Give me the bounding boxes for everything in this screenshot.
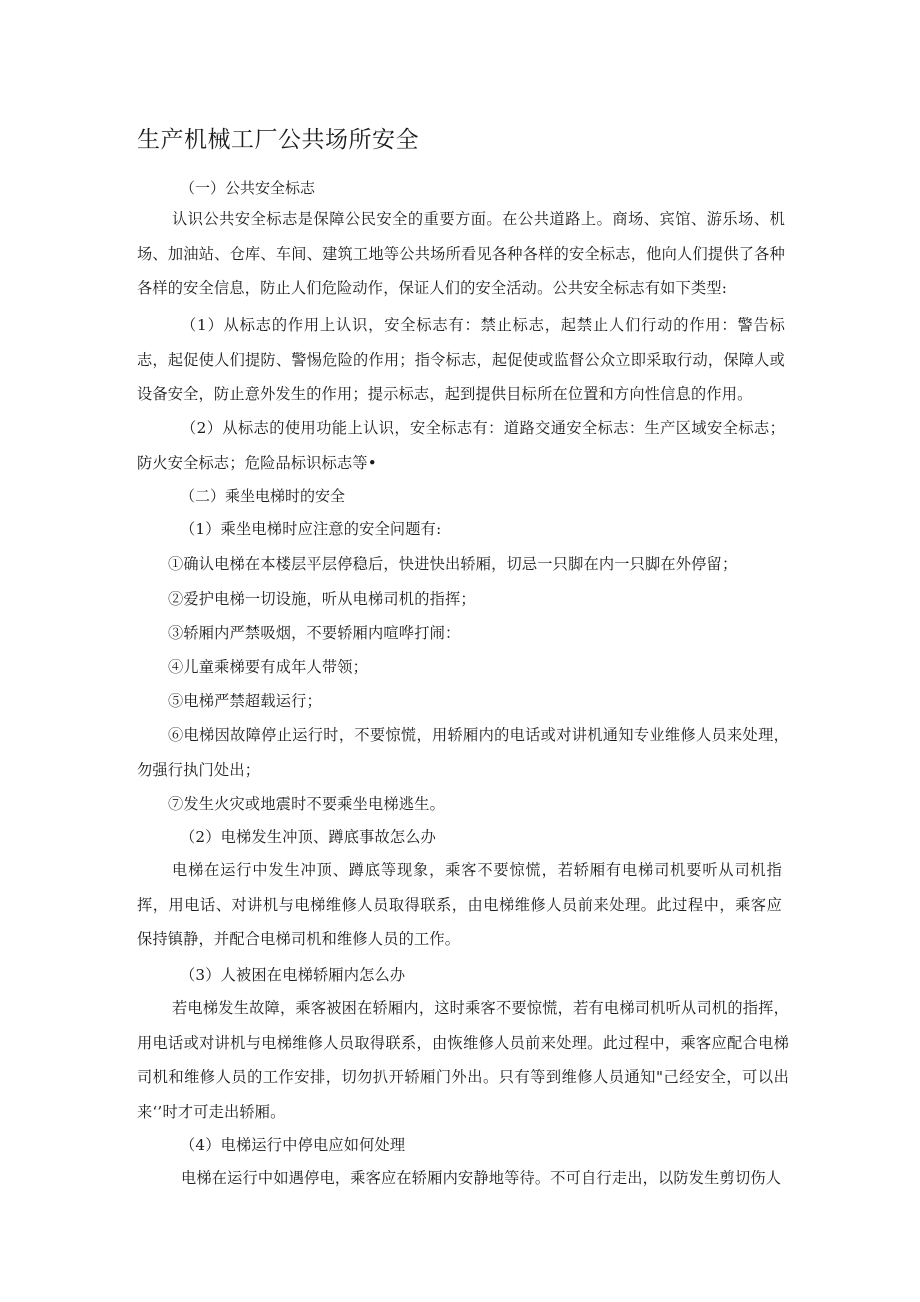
list-item: ②爱护电梯一切设施，听从电梯司机的指挥；: [168, 590, 476, 608]
subheading-power-failure: （4）电梯运行中停电应如何处理: [180, 1136, 406, 1154]
list-item: ⑥电梯因故障停止运行时，不要惊慌，用轿厢内的电话或对讲机通知专业维修人员来处理，勿强行执门处出；: [137, 726, 789, 779]
section-heading-public-signs: （一）公共安全标志: [180, 179, 316, 197]
paragraph-signs-by-use: （2）从标志的使用功能上认识，安全标志有：道路交通安全标志：生产区域安全标志；防火安全标志；危险品标识标志等•: [137, 419, 785, 472]
paragraph-signs-intro: 认识公共安全标志是保障公民安全的重要方面。在公共道路上。商场、宾馆、游乐场、机场、加油站、仓库、车间、建筑工地等公共场所看见各种各样的安全标志，他向人们提供了各种各样的安全信息，防止人们危险动作，保证人们的安全活动。公共安全标志有如下类型:: [137, 210, 785, 297]
list-item: ①确认电梯在本楼层平层停稳后，快进快出轿厢，切忌一只脚在内一只脚在外停留；: [168, 555, 738, 573]
list-item: ③轿厢内严禁吸烟，不要轿厢内喧哗打闹：: [168, 624, 461, 642]
paragraph-trapped-in-car: 若电梯发生故障，乘客被困在轿厢内，这时乘客不要惊慌，若有电梯司机听从司机的指挥，用电话或对讲机与电梯维修人员取得联系，由恢维修人员前来处理。此过程中，乘客应配合电梯司机和维修人员的工作安排，切勿扒开轿厢门外出。只有等到维修人员通知"己经安全，可以出来‘’时才可走出轿厢。: [137, 999, 789, 1121]
subheading-overtravel-accident: （2）电梯发生冲顶、蹲底事故怎么办: [180, 828, 437, 846]
subheading-elevator-precautions: （1）乘坐电梯时应注意的安全问题有:: [180, 520, 442, 538]
section-heading-elevator-safety: （二）乘坐电梯时的安全: [180, 487, 346, 505]
list-item: ⑦发生火灾或地震时不要乘坐电梯逃生。: [168, 795, 445, 813]
subheading-trapped-in-car: （3）人被困在电梯轿厢内怎么办: [180, 966, 406, 984]
paragraph-overtravel-accident: 电梯在运行中发生冲顶、蹲底等现象，乘客不要惊慌，若轿厢有电梯司机要听从司机指挥，用电话、对讲机与电梯维修人员取得联系，由电梯维修人员前来处理。此过程中，乘客应保持镇静，并配合电梯司机和维修人员的工作。: [137, 861, 782, 948]
list-item: ⑤电梯严禁超载运行；: [168, 692, 322, 710]
document-title: 生产机械工厂公共场所安全: [137, 127, 419, 153]
list-item: ④儿童乘梯要有成年人带领；: [168, 658, 369, 676]
paragraph-signs-by-function: （1）从标志的作用上认识，安全标志有：禁止标志，起禁止人们行动的作用：警告标志，起促使人们提防、警惕危险的作用；指令标志，起促使或监督公众立即采取行动，保障人或设备安全，防止意外发生的作用；提示标志，起到提供目标所在位置和方向性信息的作用。: [137, 316, 785, 403]
paragraph-power-failure: 电梯在运行中如遇停电，乘客应在轿厢内安静地等待。不可自行走出，以防发生剪切伤人: [181, 1169, 782, 1187]
